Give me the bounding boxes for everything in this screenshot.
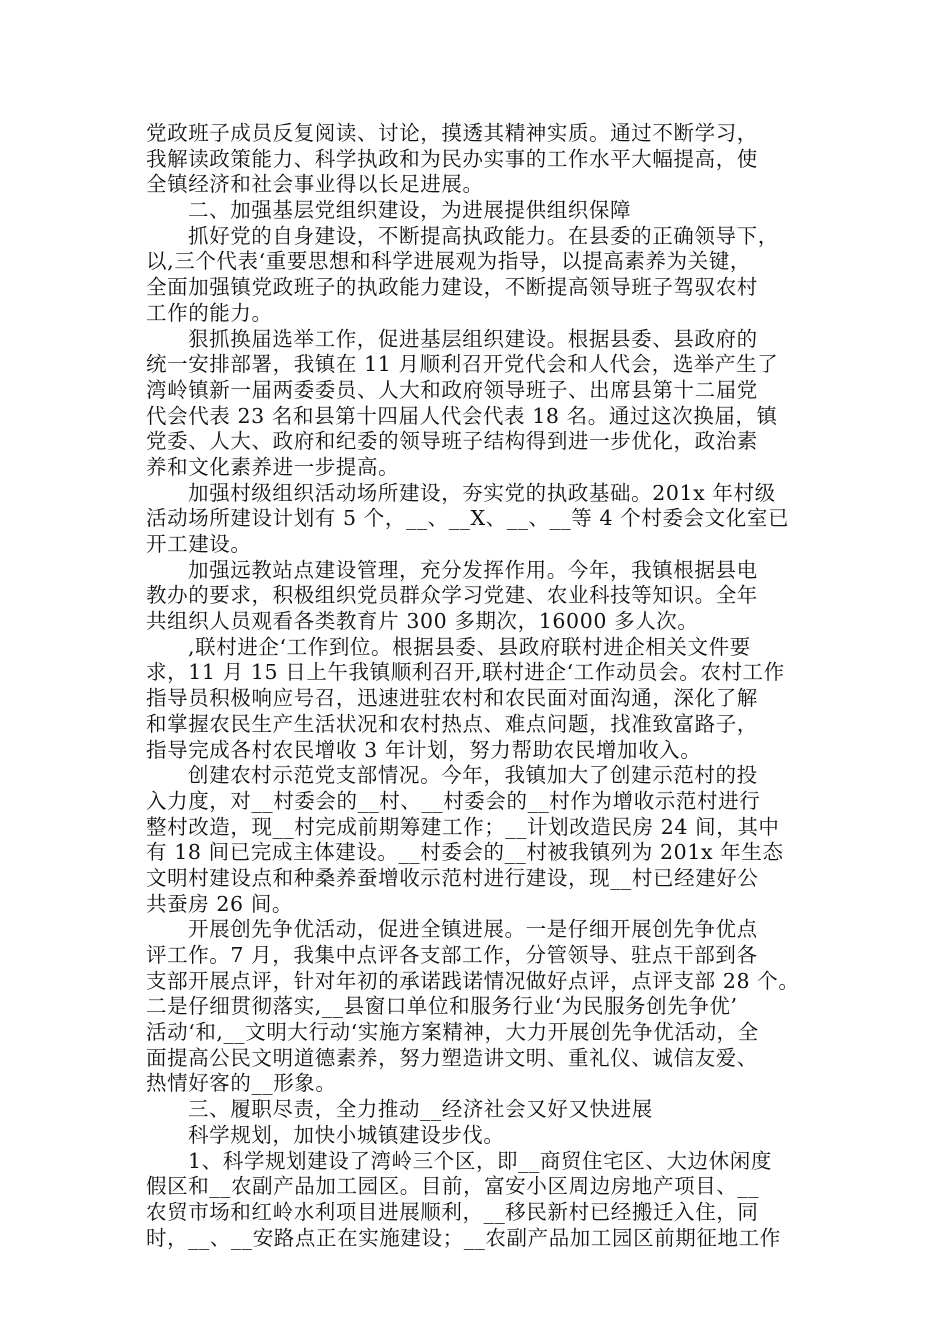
section-heading: 三、履职尽责，全力推动__经济社会又好又快进展 bbox=[188, 1097, 653, 1122]
text-line: 湾岭镇新一届两委委员、人大和政府领导班子、出席县第十二届党 bbox=[146, 377, 758, 402]
text-line: 以,三个代表‘重要思想和科学进展观为指导，以提高素养为关键， bbox=[146, 249, 752, 274]
text-line: 有 18 间已完成主体建设。__村委会的__村被我镇列为 201x 年生态 bbox=[146, 840, 784, 865]
text-line: 面提高公民文明道德素养，努力塑造讲文明、重礼仪、诚信友爱、 bbox=[146, 1045, 758, 1070]
text-line: 和掌握农民生产生活状况和农村热点、难点问题，找准致富路子， bbox=[146, 711, 758, 736]
text-line: 全面加强镇党政班子的执政能力建设，不断提高领导班子驾驭农村 bbox=[146, 275, 758, 300]
text-line: 代会代表 23 名和县第十四届人代会代表 18 名。通过这次换届，镇 bbox=[146, 403, 778, 428]
text-line: 二是仔细贯彻落实,__县窗口单位和服务行业‘为民服务创先争优’ bbox=[146, 994, 738, 1019]
paragraph-start: 狠抓换届选举工作，促进基层组织建设。根据县委、县政府的 bbox=[188, 326, 758, 351]
paragraph-start: 开展创先争优活动，促进全镇进展。一是仔细开展创先争优点 bbox=[188, 917, 758, 942]
text-line: 时，__、__安路点正在实施建设；__农副产品加工园区前期征地工作 bbox=[146, 1225, 781, 1250]
text-line: 入力度，对__村委会的__村、__村委会的__村作为增收示范村进行 bbox=[146, 788, 761, 813]
text-line: 农贸市场和红岭水利项目进展顺利，__移民新村已经搬迁入住，同 bbox=[146, 1199, 759, 1224]
section-heading: 二、加强基层党组织建设，为进展提供组织保障 bbox=[188, 198, 632, 223]
text-line: 养和文化素养进一步提高。 bbox=[146, 454, 400, 479]
text-line: 共组织人员观看各类教育片 300 多期次，16000 多人次。 bbox=[146, 609, 699, 634]
text-line: 全镇经济和社会事业得以长足进展。 bbox=[146, 172, 484, 197]
text-line: 活动‘和,__文明大行动‘实施方案精神，大力开展创先争优活动，全 bbox=[146, 1020, 759, 1045]
paragraph-start: 1、科学规划建设了湾岭三个区，即__商贸住宅区、大边休闲度 bbox=[188, 1148, 772, 1173]
paragraph-start: 加强远教站点建设管理，充分发挥作用。今年，我镇根据县电 bbox=[188, 557, 758, 582]
text-line: 指导员积极响应号召，迅速进驻农村和农民面对面沟通，深化了解 bbox=[146, 686, 758, 711]
text-line: 党委、人大、政府和纪委的领导班子结构得到进一步优化，政治素 bbox=[146, 429, 758, 454]
text-line: 支部开展点评，针对年初的承诺践诺情况做好点评，点评支部 28 个。 bbox=[146, 968, 800, 993]
text-line: 活动场所建设计划有 5 个，__、__X、__、__等 4 个村委会文化室已 bbox=[146, 506, 790, 531]
text-line: 评工作。7 月，我集中点评各支部工作，分管领导、驻点干部到各 bbox=[146, 943, 758, 967]
text-line: 党政班子成员反复阅读、讨论，摸透其精神实质。通过不断学习， bbox=[146, 121, 758, 145]
text-line: 假区和__农副产品加工园区。目前，富安小区周边房地产项目、__ bbox=[146, 1174, 760, 1199]
text-line: 统一安排部署，我镇在 11 月顺利召开党代会和人代会，选举产生了 bbox=[146, 352, 779, 377]
paragraph-start: ,联村进企‘工作到位。根据县委、县政府联村进企相关文件要 bbox=[188, 634, 751, 659]
text-line: 我解读政策能力、科学执政和为民办实事的工作水平大幅提高，使 bbox=[146, 146, 758, 171]
text-line: 工作的能力。 bbox=[146, 300, 273, 325]
text-line: 文明村建设点和种桑养蚕增收示范村进行建设，现__村已经建好公 bbox=[146, 865, 759, 890]
text-line: 开工建设。 bbox=[146, 532, 252, 556]
paragraph-start: 创建农村示范党支部情况。今年，我镇加大了创建示范村的投 bbox=[188, 763, 758, 788]
text-line: 热情好客的__形象。 bbox=[146, 1071, 337, 1096]
paragraph-start: 抓好党的自身建设，不断提高执政能力。在县委的正确领导下， bbox=[188, 223, 779, 248]
paragraph-start: 加强村级组织活动场所建设，夯实党的执政基础。201x 年村级 bbox=[188, 480, 776, 505]
text-line: 教办的要求，积极组织党员群众学习党建、农业科技等知识。全年 bbox=[146, 583, 758, 608]
text-line: 整村改造，现__村完成前期筹建工作；__计划改造民房 24 间，其中 bbox=[146, 814, 780, 839]
document-page bbox=[146, 121, 812, 1251]
text-line: 求，11 月 15 日上午我镇顺利召开,联村进企‘工作动员会。农村工作 bbox=[146, 660, 785, 685]
text-line: 指导完成各村农民增收 3 年计划，努力帮助农民增加收入。 bbox=[146, 737, 702, 762]
paragraph-start: 科学规划，加快小城镇建设步伐。 bbox=[188, 1122, 505, 1147]
text-line: 共蚕房 26 间。 bbox=[146, 891, 294, 916]
